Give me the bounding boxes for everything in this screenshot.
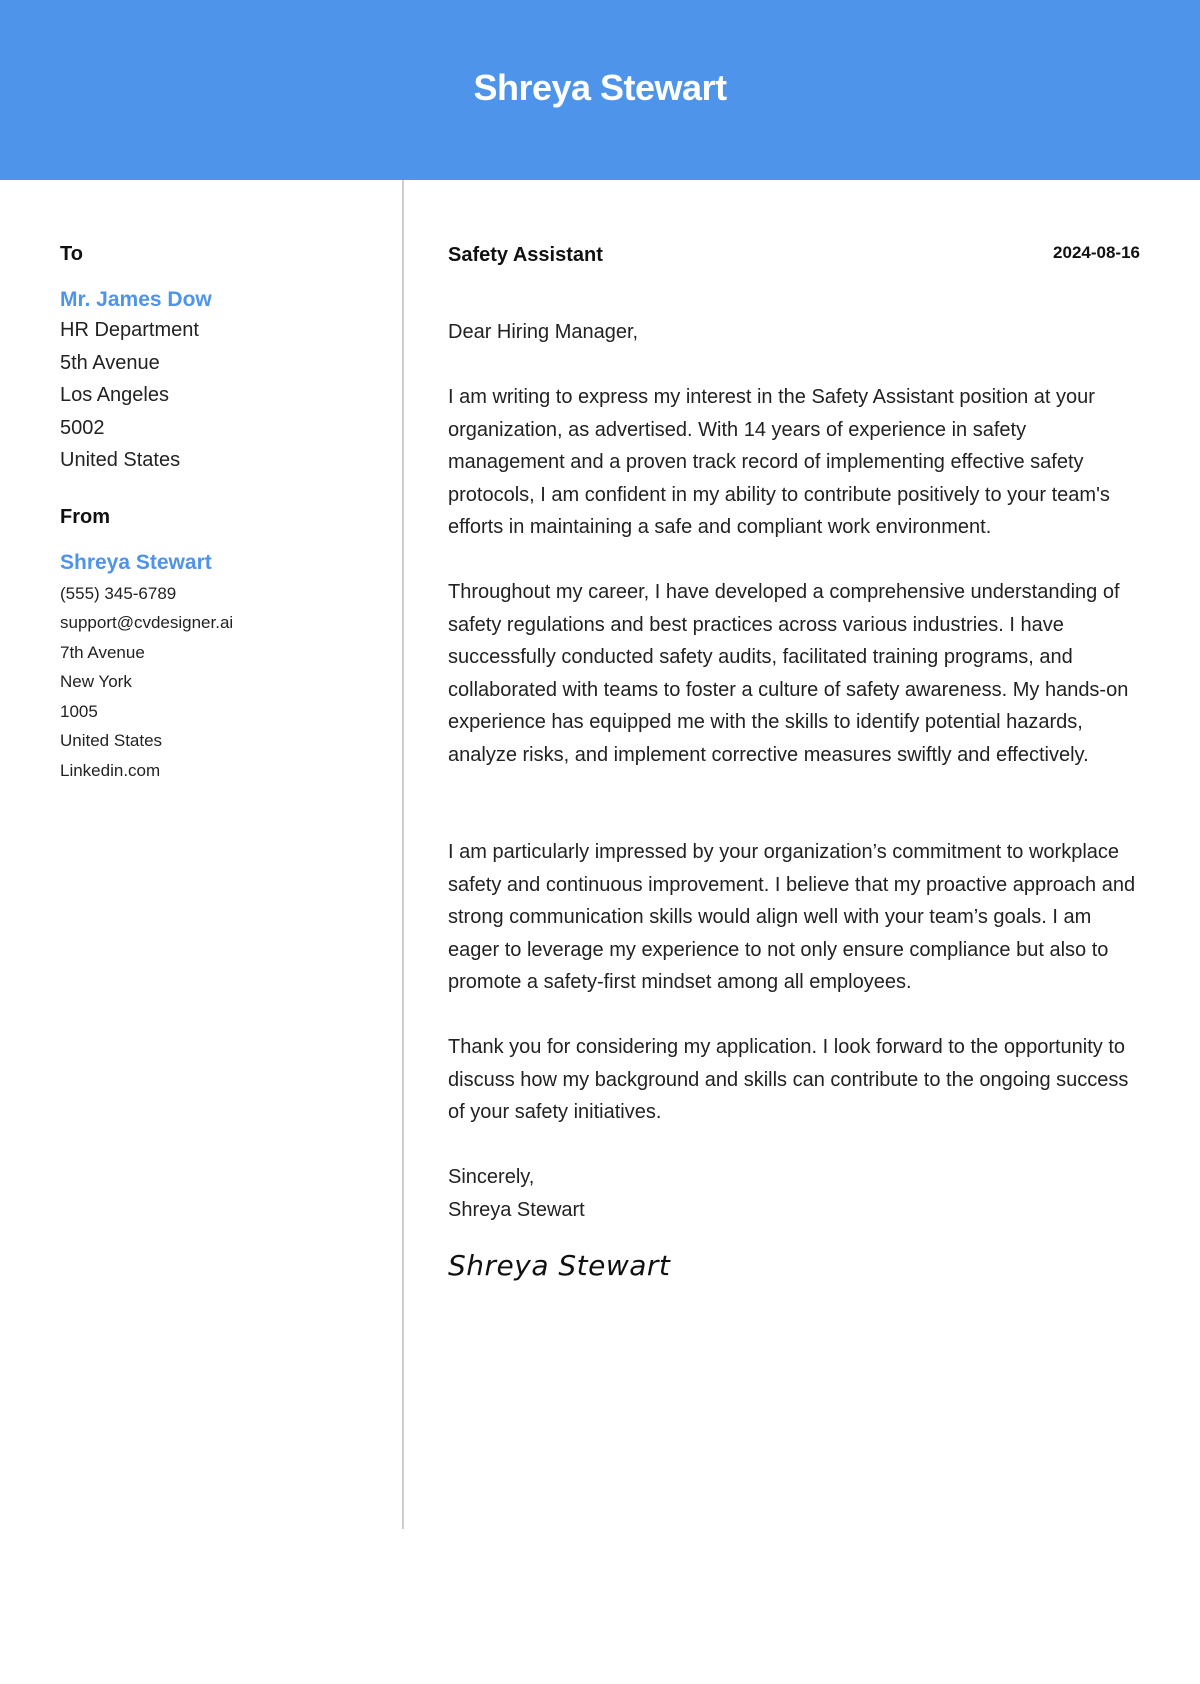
paragraph-thanks: Thank you for considering my application. I look forward to the opportunity to discuss how my background and skills can contribute to the ongoing success of your safety initiatives.	[448, 1036, 1129, 1123]
salutation: Dear Hiring Manager,	[448, 321, 639, 343]
recipient-department: HR Department	[60, 319, 199, 341]
paragraph-motivation: I am particularly impressed by your organization’s commitment to workplace safety and continuous improvement. I believe that my proactive approach and strong communication skills would align well with your team’s goals. I am eager to leverage my experience to not only ensure compliance but also to promote a safety-first mindset among all employees.	[448, 841, 1136, 993]
sender-details	[60, 579, 380, 786]
recipient-postal-code: 5002	[60, 416, 105, 439]
sender-email: support@cvdesigner.ai	[60, 613, 234, 632]
job-title: Safety Assistant	[448, 244, 603, 266]
sender-street: 7th Avenue	[60, 642, 145, 662]
sender-postal-code: 1005	[60, 701, 98, 721]
recipient-name: Mr. James Dow	[60, 288, 212, 311]
from-label: From	[60, 505, 110, 528]
letter-date: 2024-08-16	[1053, 243, 1140, 262]
column-divider	[402, 180, 404, 1529]
paragraph-experience: Throughout my career, I have developed a comprehensive understanding of safety regulations and best practices across various industries. I have successfully conducted safety audits, facilitated training programs, and collaborated with teams to foster a culture of safety awareness. My hands-on experience has equipped me with the skills to identify potential hazards, analyze risks, and implement corrective measures swiftly and effectively.	[448, 581, 1129, 766]
signature: Shreya Stewart	[448, 1249, 671, 1282]
letter-body	[448, 240, 1140, 1286]
sidebar	[60, 240, 380, 785]
recipient-street: 5th Avenue	[60, 351, 160, 374]
recipient-country: United States	[60, 449, 181, 471]
closing-name: Shreya Stewart	[448, 1198, 585, 1221]
applicant-name-heading: Shreya Stewart	[473, 67, 727, 108]
sender-name: Shreya Stewart	[60, 550, 212, 574]
sender-country: United States	[60, 731, 163, 750]
title-row	[448, 240, 1140, 270]
to-label: To	[60, 243, 83, 265]
recipient-city: Los Angeles	[60, 384, 169, 406]
header-banner	[0, 0, 1200, 180]
sender-linkedin: Linkedin.com	[60, 760, 161, 780]
paragraph-intro: I am writing to express my interest in the Safety Assistant position at your organization, as advertised. With 14 years of experience in safety management and a proven track record of implementing effective safety protocols, I am confident in my ability to contribute positively to your team's efforts in maintaining a safe and compliant work environment.	[448, 386, 1110, 538]
sender-phone: (555) 345-6789	[60, 583, 177, 603]
closing: Sincerely,	[448, 1166, 535, 1188]
sender-city: New York	[60, 672, 132, 691]
